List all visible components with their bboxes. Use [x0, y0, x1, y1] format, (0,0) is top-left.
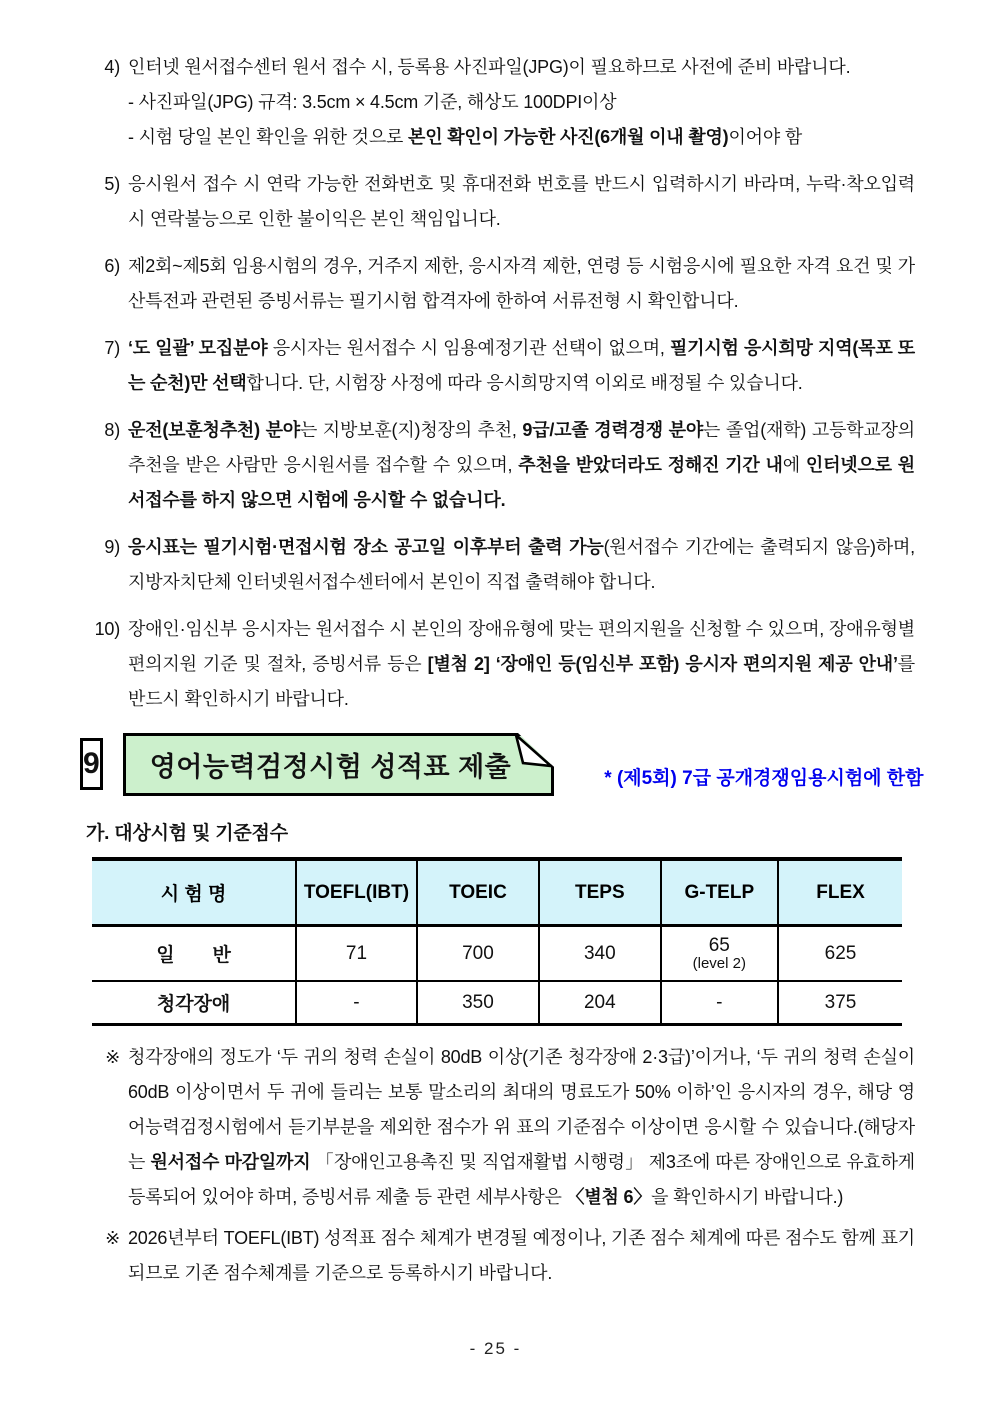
list-item-10 — [80, 612, 915, 717]
text-run: 이어야 함 — [728, 127, 803, 147]
item-marker: 4) — [104, 57, 120, 77]
table-row-general — [92, 926, 902, 982]
list-item-8 — [80, 413, 915, 518]
gtelp-level: (level 2) — [692, 955, 746, 972]
column-header-exam-name: 시 험 명 — [92, 859, 296, 926]
list-item-7 — [80, 331, 915, 401]
text-run: 합니다. 단, 시험장 사정에 따라 응시희망지역 이외로 배정될 수 있습니다. — [246, 373, 803, 393]
item-marker: 6) — [104, 256, 120, 276]
section-header — [80, 733, 924, 796]
table-header-row — [92, 859, 902, 926]
table-cell: 375 — [778, 981, 902, 1025]
text-run-bold: 9급/고졸 경력경쟁 분야 — [522, 420, 704, 440]
text-run: 장애인·임신부 응시자는 원서접수 시 본인의 장애유형에 맞는 편의지원을 신청할 수 있으며, 장애유형별 편의지원 기준 및 절차, 증빙서류 등은 — [128, 619, 915, 674]
table-cell: 340 — [539, 926, 661, 982]
column-header-toefl: TOEFL(IBT) — [296, 859, 417, 926]
item-text — [128, 331, 915, 401]
section-title-banner — [123, 733, 555, 796]
item-text — [128, 249, 915, 319]
subsection-heading: 가. 대상시험 및 기준점수 — [86, 823, 288, 844]
note-item — [80, 1221, 915, 1291]
table-row-hearing-impaired — [92, 981, 902, 1025]
list-item-4 — [80, 50, 915, 155]
gtelp-score: 65 — [708, 935, 730, 956]
text-run: 「장애인고용촉진 및 직업재활법 시행령」 제3조에 따른 장애인으로 유효하게 등록되어 있어야 하며, 증빙서류 제출 등 관련 세부사항은 — [128, 1152, 915, 1207]
text-run-bold: 〈별첨 6〉 — [566, 1187, 652, 1207]
note-text — [128, 1040, 915, 1215]
table-cell: 700 — [417, 926, 539, 982]
text-run-bold: 운전(보훈청추천) 분야 — [128, 420, 300, 440]
section-side-note: * (제5회) 7급 공개경쟁임용시험에 한함 — [604, 768, 924, 789]
item-text — [128, 50, 915, 85]
note-marker: ※ — [105, 1047, 120, 1067]
table-cell: 350 — [417, 981, 539, 1025]
text-run-bold: 응시표는 필기시험·면접시험 장소 공고일 이후부터 출력 가능 — [128, 537, 604, 557]
item-marker: 7) — [104, 338, 120, 358]
table-cell: - — [661, 981, 778, 1025]
text-run-bold: 인터넷으로 원서접수를 하지 않으면 시험에 응시할 수 없습니다. — [128, 455, 915, 510]
text-run-bold: 추천을 받았더라도 정해진 기간 내 — [518, 455, 783, 475]
note-item — [80, 1040, 915, 1215]
text-run-bold: ‘도 일괄’ 모집분야 — [128, 338, 268, 358]
item-text — [128, 612, 915, 717]
item-marker: 5) — [104, 174, 120, 194]
text-run: 을 확인하시기 바랍니다.) — [651, 1187, 844, 1207]
sub-item — [128, 120, 915, 155]
table-cell: 204 — [539, 981, 661, 1025]
column-header-gtelp: G-TELP — [661, 859, 778, 926]
note-text — [128, 1221, 915, 1291]
column-header-toeic: TOEIC — [417, 859, 539, 926]
section-title-text: 영어능력검정시험 성적표 제출 — [149, 752, 512, 782]
folded-corner-icon — [510, 733, 554, 771]
item-marker: 8) — [104, 420, 120, 440]
column-header-teps: TEPS — [539, 859, 661, 926]
table-cell: 625 — [778, 926, 902, 982]
text-run: 를 반드시 확인하시기 바랍니다. — [128, 654, 915, 709]
column-header-flex: FLEX — [778, 859, 902, 926]
table-cell-gtelp — [661, 926, 778, 982]
text-run-bold: [별첨 2] ‘장애인 등(임신부 포함) 응시자 편의지원 제공 안내’ — [427, 654, 898, 674]
text-run: 제2회~제5회 임용시험의 경우, 거주지 제한, 응시자격 제한, 연령 등 시험응시에 필요한 자격 요건 및 가산특전과 관련된 증빙서류는 필기시험 합격자에 한하여 서류전형 시 확인합니다. — [128, 256, 915, 311]
table-cell: - — [296, 981, 417, 1025]
list-item-9 — [80, 530, 915, 600]
list-item-6 — [80, 249, 915, 319]
item-marker: 9) — [104, 537, 120, 557]
row-label: 일 반 — [92, 926, 296, 982]
item-text — [128, 530, 915, 600]
text-run-bold: 본인 확인이 가능한 사진(6개월 이내 촬영) — [408, 127, 729, 147]
text-run: 에 — [782, 455, 806, 475]
item-text — [128, 167, 915, 237]
text-run: (원서접수 기간에는 출력되지 않음)하며, 지방자치단체 인터넷원서접수센터에서 본인이 직접 출력해야 합니다. — [128, 537, 915, 592]
notes-section — [80, 1040, 915, 1291]
score-table — [92, 857, 902, 1026]
sub-item — [128, 85, 915, 120]
list-item-5 — [80, 167, 915, 237]
text-run: 는 지방보훈(지)청장의 추천, — [299, 420, 523, 440]
table-cell: 71 — [296, 926, 417, 982]
text-run: 인터넷 원서접수센터 원서 접수 시, 등록용 사진파일(JPG)이 필요하므로 사전에 준비 바랍니다. — [128, 57, 851, 77]
text-run-bold: 필기시험 응시희망 지역(목포 또는 순천)만 선택 — [128, 338, 915, 393]
text-run: 응시원서 접수 시 연락 가능한 전화번호 및 휴대전화 번호를 반드시 입력하시기 바라며, 누락·착오입력 시 연락불능으로 인한 불이익은 본인 책임입니다. — [128, 174, 915, 229]
row-label: 청각장애 — [156, 994, 231, 1015]
text-run: - 시험 당일 본인 확인을 위한 것으로 — [128, 127, 409, 147]
item-marker: 10) — [94, 619, 120, 639]
text-run: 는 졸업(재학) 고등학교장의 추천을 받은 사람만 응시원서를 접수할 수 있으며, — [128, 420, 915, 475]
item-text — [128, 413, 915, 518]
text-run: 청각장애의 정도가 ‘두 귀의 청력 손실이 80dB 이상(기존 청각장애 2·3급)’이거나, ‘두 귀의 청력 손실이 60dB 이상이면서 두 귀에 들리는 보통 말소리의 최대의 명료도가 50% 이하’인 응시자의 경우, 해당 영어능력검정시험에서 듣기부분을 제외한 점수가 위 표의 기준점수 이상이면 응시할 수 있습니다.(해당자는 — [128, 1047, 915, 1172]
text-run: 응시자는 원서접수 시 임용예정기관 선택이 없으며, — [267, 338, 670, 358]
page-number: - 25 - — [469, 1339, 522, 1358]
text-run: 2026년부터 TOEFL(IBT) 성적표 점수 체계가 변경될 예정이나, 기존 점수 체계에 따른 점수도 함께 표기되므로 기존 점수체계를 기준으로 등록하시기 바랍니다. — [128, 1228, 915, 1283]
note-marker: ※ — [105, 1228, 120, 1248]
text-run-bold: 원서접수 마감일까지 — [150, 1152, 311, 1172]
text-run: - 사진파일(JPG) 규격: 3.5cm × 4.5cm 기준, 해상도 100DPI이상 — [128, 92, 617, 112]
section-number-badge: 9 — [80, 738, 103, 790]
